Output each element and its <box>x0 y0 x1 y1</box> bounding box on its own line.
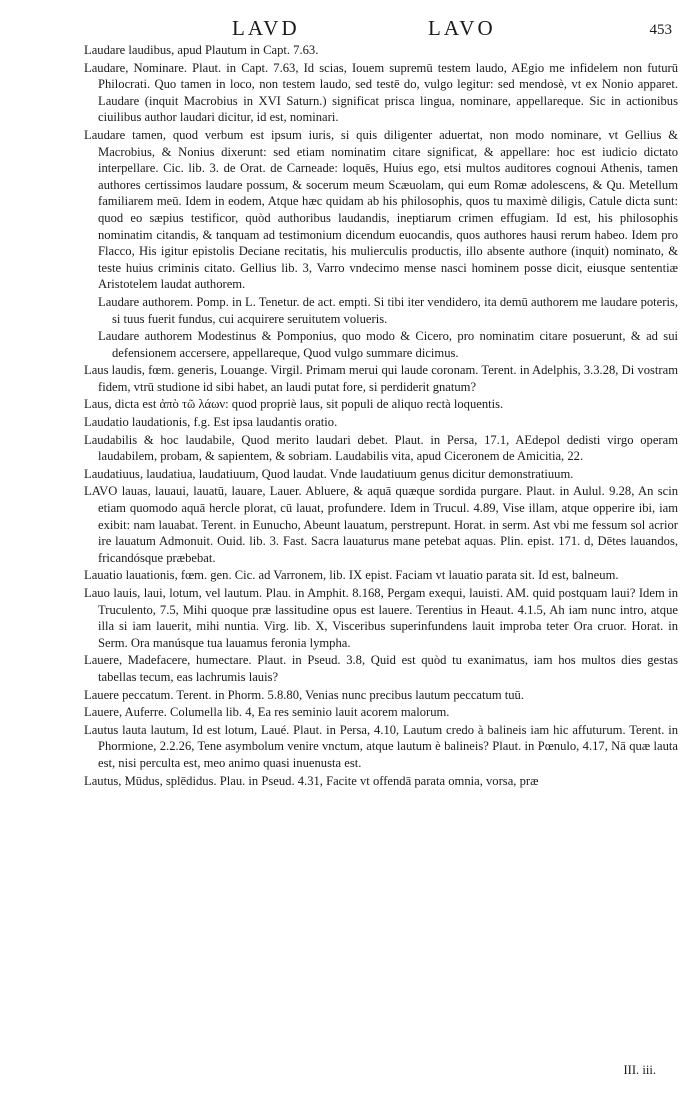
dictionary-entry: Laudare authorem. Pomp. in L. Tenetur. de act. empti. Si tibi iter vendidero, ita demū authorem me laudare poteris, si tuus fuerit fundus, cui acquirere seruitutem volueris. <box>98 294 678 326</box>
dictionary-entry: Laudatio laudationis, f.g. Est ipsa laudantis oratio. <box>84 415 338 430</box>
dictionary-entry: Lautus, Mūdus, splēdidus. Plau. in Pseud. 4.31, Facite vt offendā parata omnia, vorsa, præ <box>84 773 539 788</box>
running-head <box>84 8 678 42</box>
dictionary-entry: Laus, dicta est ἀπὸ τῶ λάων: quod propriè laus, sit populi de aliquo rectà loquentis. <box>84 397 504 412</box>
page-number: 453 <box>649 22 672 38</box>
running-head-right: LAVO <box>428 16 496 40</box>
dictionary-entry: Lauatio lauationis, fœm. gen. Cic. ad Varronem, lib. IX epist. Faciam vt lauatio parata sit. Id est, balneum. <box>84 568 619 583</box>
dictionary-entry: LAVO lauas, lauaui, lauatū, lauare, Lauer. Abluere, & aquā quæque sordida purgare. Plaut. in Aulul. 9.28, An scin etiam quomodo aquā hercle plorat, cū lauat, profundere. Idem in Trucul. 4.89, Vise illam, atque opperire ibi, iam exibit: nam lauabat. Terent. in Eunucho, Abeunt lauatum, perstrepunt. Horat. in serm. Ast vbi me fessum sol acrior ire lauatum Admonuit. Ouid. lib. 3. Fast. Sacra lauaturus mane petebat aquas. Plin. epist. 171. d, Dētes lauandos, fricandósque præbebat. <box>84 484 678 565</box>
dictionary-entry: Laus laudis, fœm. generis, Louange. Virgil. Primam merui qui laude coronam. Terent. in Adelphis, 3.3.28, Di vostram fidem, vtrū studione id sibi habet, an laudi putat fore, si perdiderit gnatum? <box>84 363 678 394</box>
dictionary-entry: Laudare, Nominare. Plaut. in Capt. 7.63, Id scias, Iouem supremū testem laudo, AEgio me infidelem non futurū Philocrati. Quo tamen in loco, non testem laudo, sed testē do, vulgo legitur: sed mendosè, vt ex Nonio apparet. Laudare (inquit Macrobius in XVI Saturn.) significat prisca lingua, nominare, appellareque. Sic in actionibus ciuilibus author laudari dicitur, id est, nominari. <box>84 60 678 125</box>
dictionary-entry: Lauere, Madefacere, humectare. Plaut. in Pseud. 3.8, Quid est quòd tu exanimatus, iam hos multos dies gestas tabellas tecum, eas lachrumis lauis? <box>84 653 678 684</box>
dictionary-entry: Lauo lauis, laui, lotum, vel lautum. Plau. in Amphit. 8.168, Pergam exequi, lauisti. AM. quid postquam laui? Idem in Truculento, 7.5, Mihi quoque præ lassitudine opus est lauere. Terentius in Heaut. 4.1.5, Ah iam nunc intro, atque illa si iam lauerit, mihi nuntia. Virg. lib. X, Visceribus superinfundens lauit improba teter Ora cruor. Horat. in Serm. Ora manúsque tua lauamus feronia lympha. <box>84 586 678 650</box>
dictionary-entry: Laudabilis & hoc laudabile, Quod merito laudari debet. Plaut. in Persa, 17.1, AEdepol dedisti virgo operam laudabilem, probam, & sapientem, & sobriam. Laudabilis vita, apud Ciceronem de Amicitia, 22. <box>84 432 678 464</box>
dictionary-entry: Laudare tamen, quod verbum est ipsum iuris, si quis diligenter aduertat, non modo nominare, vt Gellius & Macrobius, & Nonius dixerunt: sed etiam nominatim citare significat, & appellare: hoc est iudicio dictato interpellare. Cic. lib. 3. de Orat. de Carneade: loquēs, Huius ego, etsi multos auditores cognoui Athenis, tamen authores certissimos laudare possum, & socerum meum Scæuolam, qui eum Romæ adolescens, & Qu. Metellum familiarem meū. Idem in eodem, Atque hæc quidam ab his philosophis, quos tu maximè diligis, Catule dicta sunt: quod eo sæpius testificor, quòd authoribus laudandis, ineptiarum crimen effugiam. Id est, his philosophis nominatim citandis, & tanquam ad testimonium dicendum euocandis, quos authores hausi rerum habeo. Idem pro Flacco, His igitur epistolis Deciane recitatis, his mulierculis productis, illo absente authore (inquit) nominato, & teste huius criminis citato. Gellius lib. 3, Varro vndecimo mense nasci hominem posse dicit, eiusque sententiæ Aristotelem laudat authorem. <box>84 127 678 292</box>
dictionary-entry: Lauere peccatum. Terent. in Phorm. 5.8.80, Venias nunc precibus lautum peccatum tuū. <box>84 687 525 702</box>
dictionary-entry: Lauere, Auferre. Columella lib. 4, Ea res seminio lauit acorem malorum. <box>84 705 450 720</box>
dictionary-entry: Lautus lauta lautum, Id est lotum, Laué. Plaut. in Persa, 4.10, Lautum credo à balineis iam hic affuturum. Terent. in Phormione, 2.2.26, Tene asymbolum venire vnctum, atque lautum è balineis? Plaut. in Pœnulo, 4.17, Nā quæ lauta est, nisi perculta est, meo animo quasi inuenusta est. <box>84 722 678 770</box>
signature-mark: III. iii. <box>623 1063 656 1077</box>
dictionary-entry: Laudatiuus, laudatiua, laudatiuum, Quod laudat. Vnde laudatiuum genus dicitur demonstratiuum. <box>84 466 574 481</box>
running-head-left: LAVD <box>232 16 300 40</box>
dictionary-entry: Laudare authorem Modestinus & Pomponius, quo modo & Cicero, pro nominatim citare posuerunt, & ad sui defensionem accersere, appellareque, Quod vulgo summare dicimus. <box>98 329 678 360</box>
dictionary-entry: Laudare laudibus, apud Plautum in Capt. 7.63. <box>84 43 319 57</box>
dictionary-entries <box>84 42 678 789</box>
